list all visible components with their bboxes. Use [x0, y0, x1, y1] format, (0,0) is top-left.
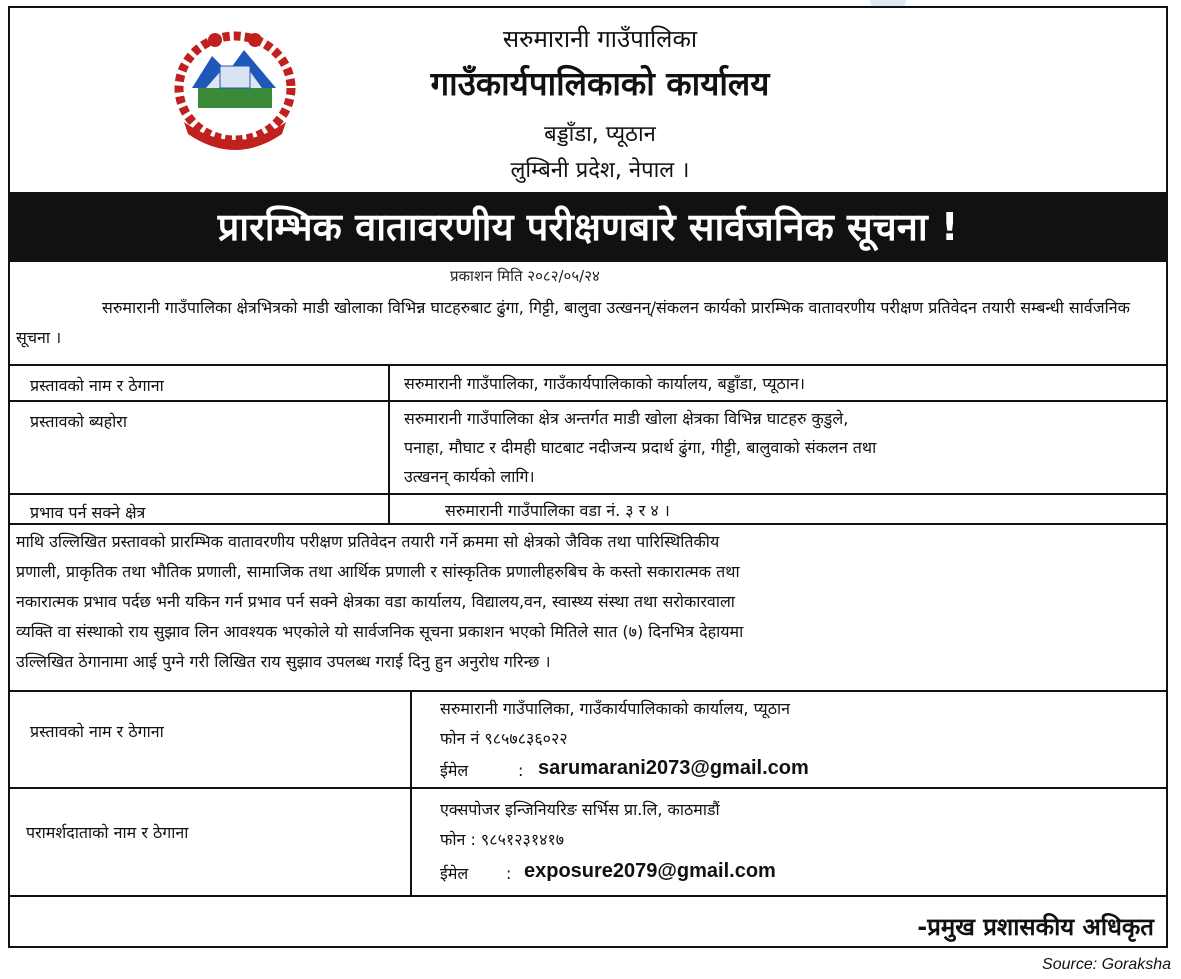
public-notice — [8, 6, 1168, 948]
column-divider — [410, 789, 412, 895]
notice-title-banner: प्रारम्भिक वातावरणीय परीक्षणबारे सार्वजनिक सूचना ! — [10, 192, 1166, 262]
consultant-contact-row — [10, 787, 1166, 897]
row-label: प्रभाव पर्न सक्ने क्षेत्र — [30, 503, 146, 522]
email-label: ईमेल — [440, 761, 469, 780]
row-value: सरुमारानी गाउँपालिका वडा नं. ३ र ४ । — [445, 501, 670, 520]
row-label: प्रस्तावको नाम र ठेगाना — [30, 722, 164, 741]
row-label: परामर्शदाताको नाम र ठेगाना — [26, 823, 189, 842]
row-label: प्रस्तावको नाम र ठेगाना — [30, 376, 164, 395]
email-separator: : — [506, 864, 512, 883]
paragraph-line: माथि उल्लिखित प्रस्तावको प्रारम्भिक वातावरणीय परीक्षण प्रतिवेदन तयारी गर्ने क्रममा सो क्षेत्रको जैविक तथा पारिस्थितिकीय — [16, 532, 720, 551]
row-label: प्रस्तावको ब्यहोरा — [30, 412, 127, 431]
column-divider — [388, 402, 390, 493]
proposer-email: sarumarani2073@gmail.com — [538, 757, 809, 779]
row-value: सरुमारानी गाउँपालिका, गाउँकार्यपालिकाको कार्यालय, बड्डाँडा, प्यूठान। — [404, 374, 805, 393]
email-label: ईमेल — [440, 864, 469, 883]
body-paragraph — [16, 527, 1158, 677]
intro-paragraph: सरुमारानी गाउँपालिका क्षेत्रभित्रको माडी खोलाका विभिन्न घाटहरुबाट ढुंगा, गिट्टी, बालुवा उत्खनन्/संकलन कार्यको प्रारम्भिक वातावरणीय परीक्षण प्रतिवेदन तयारी सम्बन्धी सार्वजनिक सूचना । — [16, 298, 1130, 347]
consultant-email: exposure2079@gmail.com — [524, 860, 776, 882]
paragraph-line: व्यक्ति वा संस्थाको राय सुझाव लिन आवश्यक भएकोले यो सार्वजनिक सूचना प्रकाशन भएको मितिले सात (७) दिनभित्र देहायमा — [16, 622, 744, 641]
proposal-description-row — [10, 400, 1166, 493]
proposal-address-row — [10, 364, 1166, 400]
description-line: पनाहा, मौघाट र दीमही घाटबाट नदीजन्य प्रदार्थ ढुंगा, गीट्टी, बालुवाको संकलन तथा — [404, 438, 877, 457]
proposer-contact-row — [10, 690, 1166, 787]
province-country: लुम्बिनी प्रदेश, नेपाल । — [510, 158, 690, 183]
contact-phone: फोन : ९८५१२३१४१७ — [440, 830, 565, 849]
description-line: उत्खनन् कार्यको लागि। — [404, 467, 535, 486]
contact-address: सरुमारानी गाउँपालिका, गाउँकार्यपालिकाको कार्यालय, प्यूठान — [440, 699, 791, 718]
description-line: सरुमारानी गाउँपालिका क्षेत्र अन्तर्गत माडी खोला क्षेत्रका विभिन्न घाटहरु कुडुले, — [404, 409, 849, 428]
source-credit: Source: Goraksha — [1042, 956, 1171, 973]
nepal-emblem-icon — [170, 26, 300, 156]
office-name: गाउँकार्यपालिकाको कार्यालय — [430, 64, 770, 103]
municipality-name: सरुमारानी गाउँपालिका — [502, 25, 698, 53]
paragraph-line: नकारात्मक प्रभाव पर्दछ भनी यकिन गर्न प्रभाव पर्न सक्ने क्षेत्रका वडा कार्यालय, विद्यालय,वन, स्वास्थ्य संस्था तथा सरोकारवाला — [16, 592, 735, 611]
email-separator: : — [518, 761, 524, 780]
column-divider — [410, 692, 412, 787]
row-value — [404, 404, 1159, 491]
column-divider — [388, 495, 390, 523]
column-divider — [388, 366, 390, 400]
paragraph-line: उल्लिखित ठेगानामा आई पुग्ने गरी लिखित राय सुझाव उपलब्ध गराई दिनु हुन अनुरोध गरिन्छ । — [16, 652, 551, 671]
office-location: बड्डाँडा, प्यूठान — [544, 122, 656, 147]
contact-phone: फोन नं ९८५७८३६०२२ — [440, 729, 568, 748]
paragraph-line: प्रणाली, प्राकृतिक तथा भौतिक प्रणाली, सामाजिक तथा आर्थिक प्रणाली र सांस्कृतिक प्रणालीहरुबिच के कस्तो सकारात्मक तथा — [16, 562, 740, 581]
affected-area-row — [10, 493, 1166, 525]
contact-address: एक्सपोजर इन्जिनियरिङ सर्भिस प्रा.लि, काठमाडौं — [440, 800, 720, 819]
signatory-title: -प्रमुख प्रशासकीय अधिकृत — [917, 913, 1154, 941]
publication-date: प्रकाशन मिति २०८२/०५/२४ — [450, 267, 600, 285]
